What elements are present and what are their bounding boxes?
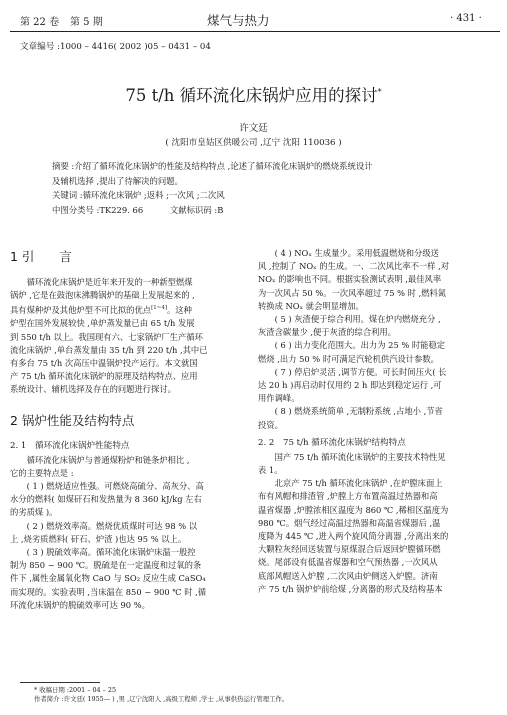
abstract-line-2: 及辅机选择 ,提出了待解决的问题。	[52, 175, 183, 186]
header-rule	[10, 31, 500, 32]
author-name: 许文廷	[239, 123, 268, 134]
para-line: 具有煤种炉及其他炉型不可比拟的优点[1~4]。这种	[10, 305, 192, 316]
para-line: 有多台 75 t/h 次高压中温锅炉投产运行。本文就国	[10, 357, 198, 368]
section-1-heading: 1 引 言	[10, 249, 72, 264]
para-line: 上 ,烧劣质燃料( 矸石、炉渣 )也达 95 % 以上。	[10, 533, 187, 544]
classification-row	[52, 203, 462, 218]
para-line: 而实现的。实验表明 ,当床温在 850 ~ 900 ℃ 时 ,循	[10, 586, 207, 597]
para-line: 到 550 t/h 以上。我国现有六、七家锅炉厂生产循环	[10, 331, 203, 342]
author-affiliation: ( 沈阳市皇姑区供暖公司 ,辽宁 沈阳 110036 )	[165, 138, 342, 148]
para-line: 件下 ,属性金属氧化物 CaO 与 SO₂ 反应生成 CaSO₄	[10, 573, 206, 584]
para-line: 达 20 h )再启动时仅用约 2 h 即达到稳定运行 ,可	[258, 380, 442, 391]
document-code: 文献标识码 :B	[169, 204, 224, 215]
reference-mark: [1~4]	[151, 305, 167, 312]
para-line: 循环流化床锅炉是近年来开发的一种新型燃煤	[26, 277, 193, 287]
section-2-1-heading: 2. 1 循环流化床锅炉性能特点	[10, 440, 130, 451]
abstract-block	[52, 159, 462, 217]
para-line: 锅炉 ,它是在鼓泡床沸腾锅炉的基础上发展起来的 ,	[10, 290, 195, 301]
page-number: · 431 ·	[450, 13, 482, 24]
para-line: 环流化床锅炉的脱硫效率可达 90 %。	[10, 599, 150, 610]
issue-label: 第 5 期	[70, 17, 103, 28]
para-line: ( 2 ) 燃烧效率高。燃烧优质煤时可达 98 % 以	[26, 520, 198, 531]
para-line: 980 ℃。烟气经过高温过热器和高温省煤器后 ,温	[258, 517, 441, 528]
para-line: 度降为 445 ℃ ,进入两个旋风筒分离器 ,分离出来的	[258, 531, 449, 542]
left-column	[10, 247, 246, 612]
para-line: ( 4 ) NOₓ 生成量少。采用低温燃烧和分级送	[274, 248, 439, 258]
title-footnote-mark: *	[377, 87, 382, 97]
para-line: 温省煤器 ,炉膛浓相区温度为 860 ℃ ,稀相区温度为	[258, 504, 449, 515]
right-column	[258, 247, 496, 596]
para-line: ( 5 ) 灰渣便于综合利用。煤在炉内燃烧充分 ,	[274, 314, 441, 325]
para-line: 燃烧 ,出力 50 % 时可满足汽轮机供汽设计参数。	[258, 353, 439, 364]
para-line: 的劣质煤 )。	[10, 507, 58, 518]
para-line: 大颗粒灰经回送装置与原煤混合后返回炉膛循环燃	[258, 544, 441, 555]
para-line: 水分的燃料( 如煤矸石和发热量为 8 360 kJ/kg 左右	[10, 494, 202, 505]
para-line: 流化床锅炉 ,单台蒸发量由 35 t/h 到 220 t/h ,其中已	[10, 344, 208, 355]
para-line: 它的主要特点是 :	[10, 467, 74, 478]
para-line: 布有风帽和排渣管 ,炉膛上方布置高温过热器和高	[258, 491, 438, 502]
article-number: 文章编号 :1000 – 4416( 2002 )05 – 0431 – 04	[20, 42, 211, 52]
para-line: ( 6 ) 出力变化范围大。出力为 25 % 时能稳定	[274, 340, 446, 351]
para-line: 产 75 t/h 锅炉炉前给煤 ,分离器的形式及结构基本	[258, 583, 443, 594]
received-date: * 收稿日期 :2001 – 04 – 25	[34, 686, 117, 694]
para-line: 为一次风占 50 %。一次风率超过 75 % 时 ,燃料氮	[258, 287, 447, 298]
para-line: ( 1 ) 燃烧适应性强。可燃烧高硫分、高灰分、高	[26, 481, 204, 491]
para-line: 灰渣含碳量少 ,便于灰渣的综合利用。	[258, 327, 397, 338]
title-text: 75 t/h 循环流化床锅炉应用的探讨	[125, 86, 378, 105]
para-line: 循环流化床锅炉与普通煤粉炉和链条炉相比 ,	[26, 454, 190, 465]
clc-number: 中图分类号 :TK229. 66	[52, 204, 144, 215]
author-biography: 作者简介 :许文廷( 1955— ) ,男 ,辽宁沈阳人 ,高级工程师 ,学士 ,从事供热运行管理工作。	[34, 694, 289, 703]
para-line: 烧。尾部设有低温省煤器和空气预热器 ,一次风从	[258, 557, 438, 568]
para-line: 北京产 75 t/h 循环流化床锅炉 ,在炉膛床面上	[274, 478, 443, 489]
section-2-heading: 2 锅炉性能及结构特点	[10, 412, 135, 428]
volume-label: 第 22 卷	[20, 17, 60, 28]
abstract-line-1: 摘要 :介绍了循环流化床锅炉的性能及结构特点 ,论述了循环流化床锅炉的燃烧系统设计	[52, 161, 373, 171]
para-line: ( 8 ) 燃烧系统简单 ,无制粉系统 ,占地小 ,节省	[274, 406, 443, 417]
journal-name: 煤气与热力	[207, 13, 270, 28]
para-line: 底部风帽送入炉膛 ,二次风由炉侧送入炉膛。济南	[258, 570, 438, 581]
para-line: 转换成 NOₓ 就会明显增加。	[258, 300, 364, 311]
para-line: NOₓ 的影响也不同。根据实验测试表明 ,最佳风率	[258, 274, 442, 285]
para-line: 表 1。	[258, 465, 283, 476]
keywords: 关键词 :循环流化床锅炉 ;返料 ;一次风 ;二次风	[52, 190, 225, 200]
para-line: 国产 75 t/h 循环流化床锅炉的主要技术特性见	[274, 451, 446, 462]
section-2-2-heading: 2. 2 75 t/h 循环流化床锅炉结构特点	[258, 437, 406, 448]
para-line: 系统设计、辅机选择及存在的问题进行探讨。	[10, 384, 176, 395]
para-line: ( 7 ) 停启炉灵活 ,调节方便。可长时间压火( 长	[274, 366, 447, 377]
para-line: 炉型在国外发展较快 ,单炉蒸发量已由 65 t/h 发展	[10, 318, 195, 329]
para-line: 产 75 t/h 循环流化床锅炉的原理及结构特点、应用	[10, 371, 198, 382]
footnote-rule	[20, 682, 100, 683]
para-line: 风 ,控制了 NOₓ 的生成。一、二次风比率不一样 ,对	[258, 261, 450, 272]
article-title	[0, 82, 507, 106]
para-line: ( 3 ) 脱硫效率高。循环流化床锅炉床温一般控	[26, 547, 196, 558]
footnote	[34, 686, 494, 703]
para-line: 投资。	[258, 419, 283, 430]
para-line: 制为 850 ~ 900 ℃。脱硫是在一定温度和过氧的条	[10, 560, 202, 571]
para-line: 用作调峰。	[258, 393, 300, 404]
